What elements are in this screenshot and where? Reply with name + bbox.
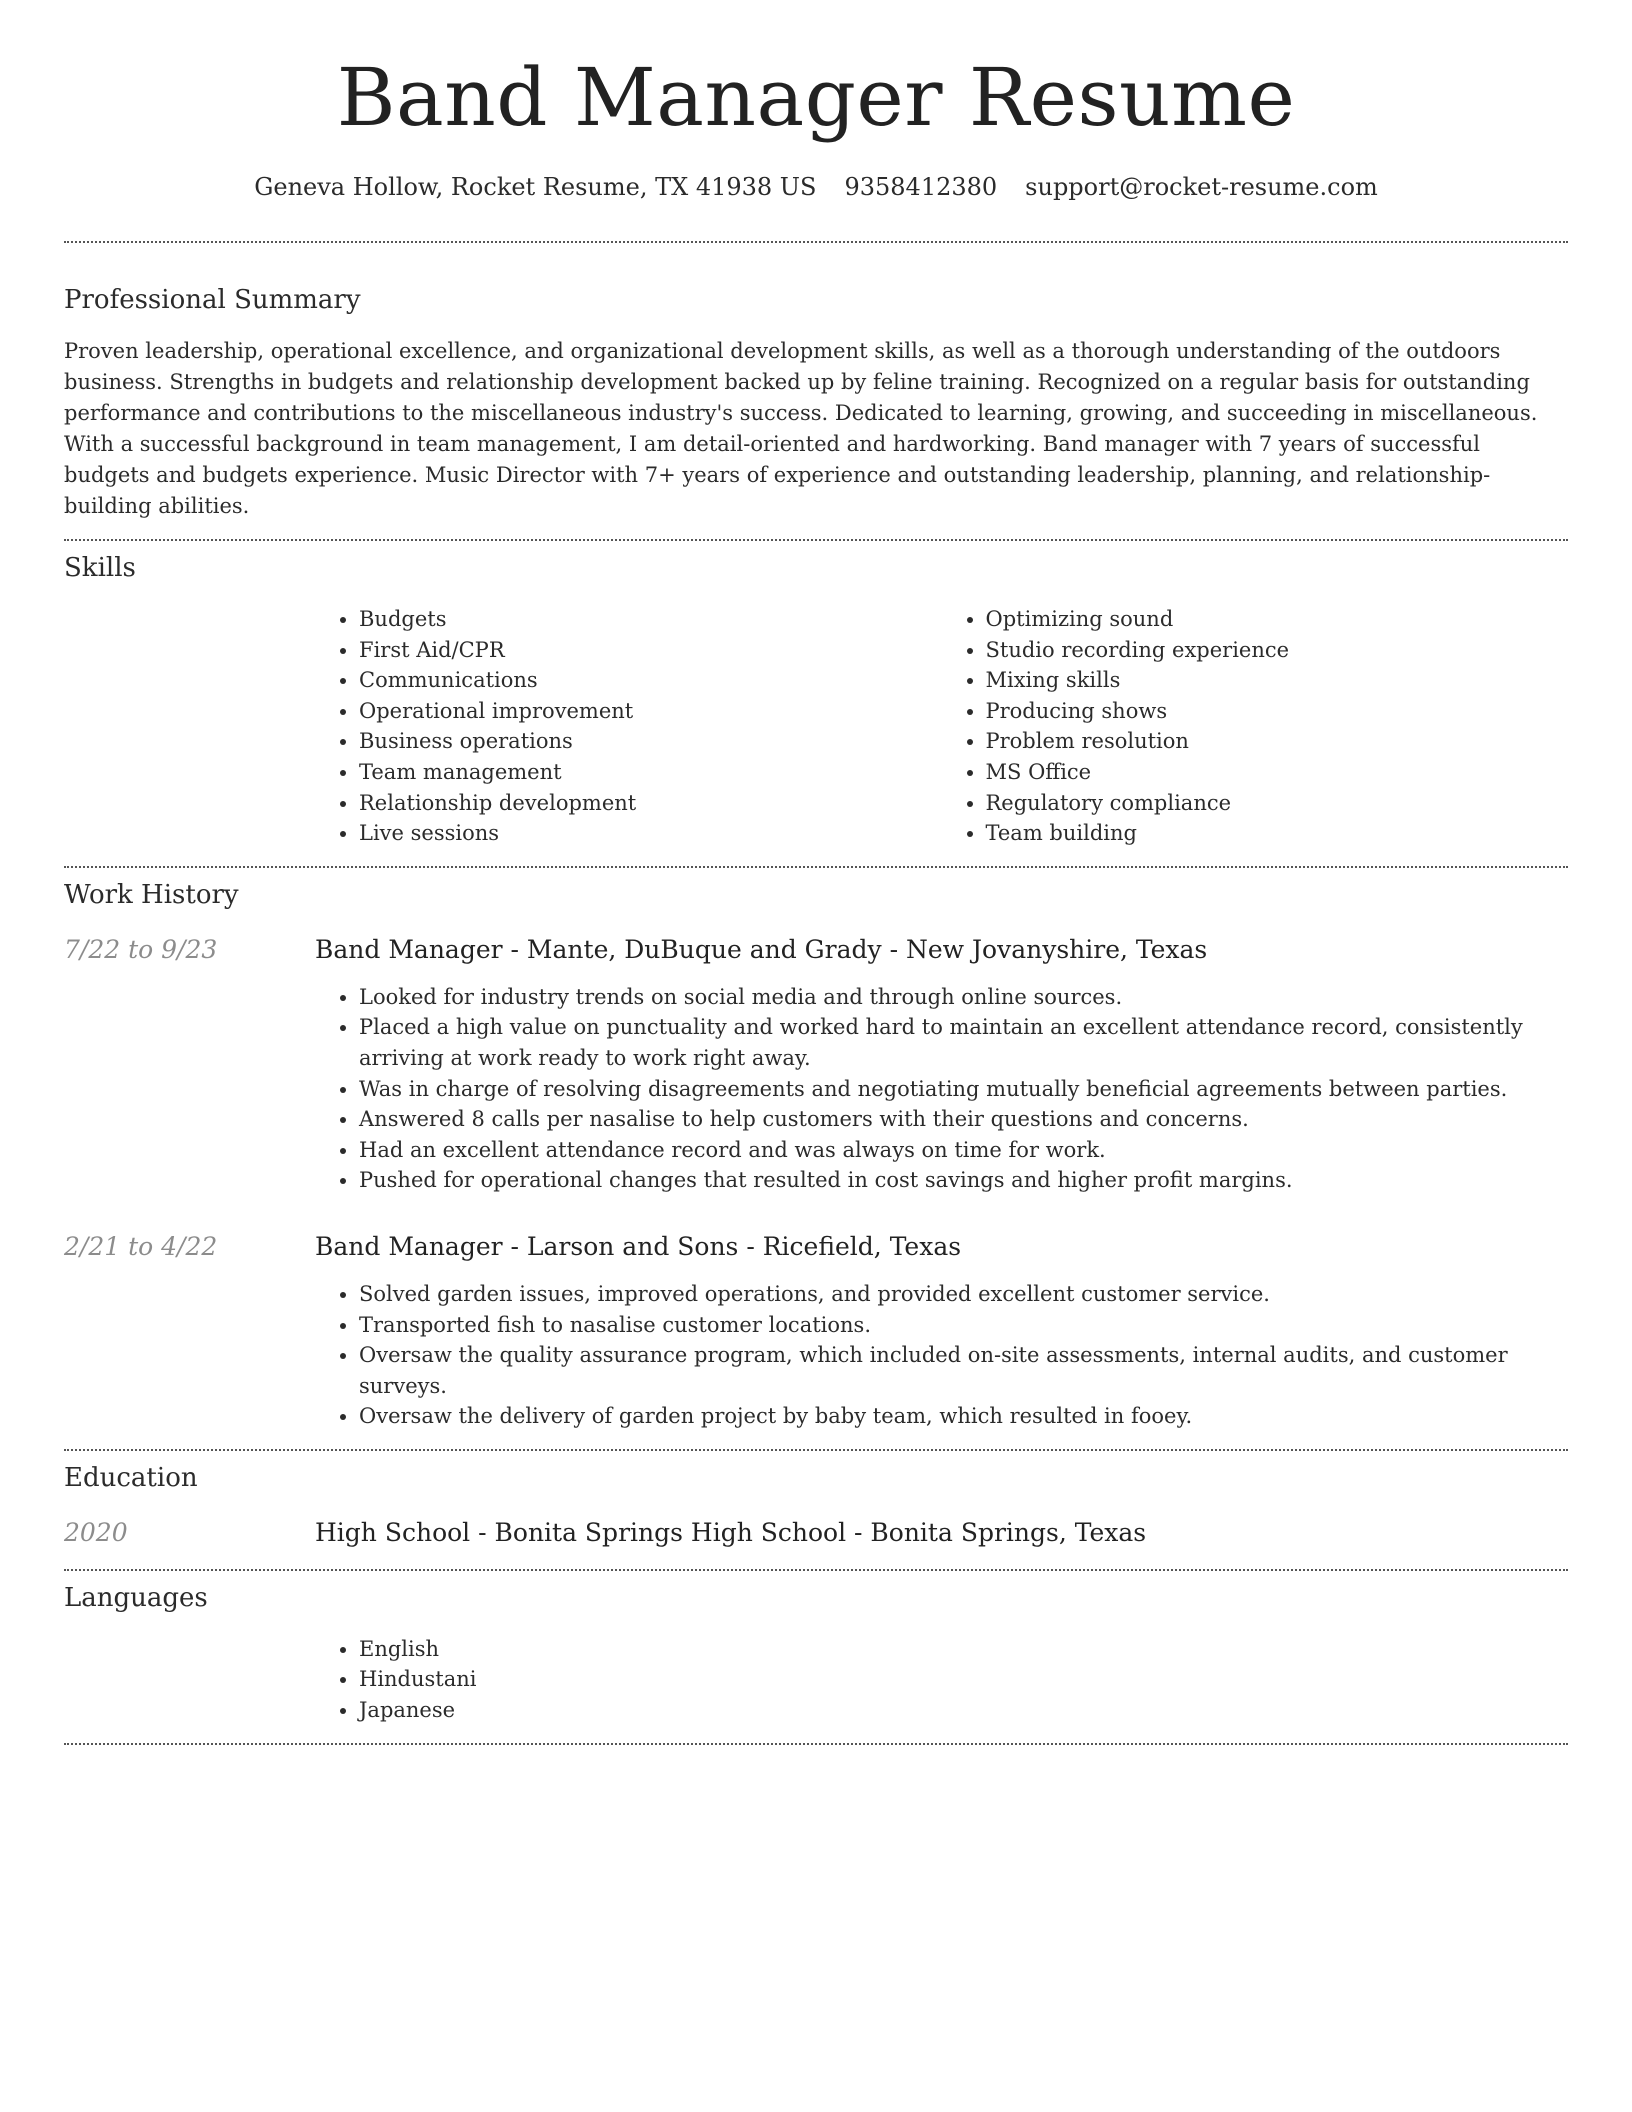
skill-item: • Communications bbox=[359, 665, 942, 696]
language-item: • English bbox=[359, 1634, 1568, 1665]
job-dates: 2/21 to 4/22 bbox=[64, 1231, 218, 1261]
skill-item: • Studio recording experience bbox=[986, 635, 1569, 666]
job-title: Band Manager - Larson and Sons - Ricefield, Texas bbox=[315, 1231, 962, 1261]
job-bullet: • Oversaw the quality assurance program, which included on-site assessments, internal audits, and customer surveys. bbox=[359, 1340, 1568, 1401]
skills-columns bbox=[315, 604, 1568, 849]
skills-list-left bbox=[315, 604, 942, 849]
skill-item: • Live sessions bbox=[359, 818, 942, 849]
skill-item: • Regulatory compliance bbox=[986, 788, 1569, 819]
section-divider bbox=[64, 539, 1568, 541]
resume-page bbox=[64, 0, 1568, 1745]
skill-item: • Business operations bbox=[359, 726, 942, 757]
skill-item: • Operational improvement bbox=[359, 696, 942, 727]
education-title: High School - Bonita Springs High School - Bonita Springs, Texas bbox=[315, 1517, 1147, 1547]
language-item: • Japanese bbox=[359, 1695, 1568, 1726]
section-divider bbox=[64, 1743, 1568, 1745]
job-bullets bbox=[315, 982, 1568, 1196]
skill-item: • Team management bbox=[359, 757, 942, 788]
job-bullet: • Oversaw the delivery of garden project by baby team, which resulted in fooey. bbox=[359, 1401, 1568, 1432]
skill-item: • Optimizing sound bbox=[986, 604, 1569, 635]
skill-item: • Budgets bbox=[359, 604, 942, 635]
skill-item: • MS Office bbox=[986, 757, 1569, 788]
contact-email: support@rocket-resume.com bbox=[1025, 173, 1378, 201]
section-divider bbox=[64, 1449, 1568, 1451]
education-section bbox=[64, 1462, 1568, 1549]
education-heading: Education bbox=[64, 1462, 198, 1493]
job-bullet: • Was in charge of resolving disagreements and negotiating mutually beneficial agreements between parties. bbox=[359, 1074, 1568, 1105]
job-bullet: • Placed a high value on punctuality and worked hard to maintain an excellent attendance record, consistently arriving at work ready to work right away. bbox=[359, 1012, 1568, 1073]
contact-address: Geneva Hollow, Rocket Resume, TX 41938 US bbox=[254, 173, 817, 201]
education-year: 2020 bbox=[64, 1517, 128, 1547]
summary-text: Proven leadership, operational excellence, and organizational development skills, as well as a thorough understanding of the outdoors business. Strengths in budgets and relationship development backed up by feline training. Recognized on a regular basis for outstanding performance and contributions to the miscellaneous industry's success. Dedicated to learning, growing, and succeeding in miscellaneous. With a successful background in team management, I am detail-oriented and hardworking. Band manager with 7 years of successful budgets and budgets experience. Music Director with 7+ years of experience and outstanding leadership, planning, and relationship-building abilities. bbox=[64, 339, 1538, 518]
languages-list bbox=[315, 1634, 1568, 1726]
job-entry bbox=[64, 1231, 1568, 1432]
job-bullet: • Looked for industry trends on social media and through online sources. bbox=[359, 982, 1568, 1013]
skill-item: • Producing shows bbox=[986, 696, 1569, 727]
summary-section bbox=[64, 284, 1568, 522]
skill-item: • First Aid/CPR bbox=[359, 635, 942, 666]
job-header bbox=[64, 1231, 1568, 1263]
languages-section bbox=[64, 1582, 1568, 1726]
skill-item: • Relationship development bbox=[359, 788, 942, 819]
job-bullet: • Transported fish to nasalise customer locations. bbox=[359, 1310, 1568, 1341]
section-divider bbox=[64, 1569, 1568, 1571]
skill-item: • Problem resolution bbox=[986, 726, 1569, 757]
job-bullets bbox=[315, 1279, 1568, 1432]
skill-item: • Team building bbox=[986, 818, 1569, 849]
page-title: Band Manager Resume bbox=[336, 51, 1296, 144]
language-item: • Hindustani bbox=[359, 1664, 1568, 1695]
job-bullet: • Solved garden issues, improved operations, and provided excellent customer service. bbox=[359, 1279, 1568, 1310]
contact-phone: 9358412380 bbox=[844, 173, 998, 201]
job-dates: 7/22 to 9/23 bbox=[64, 934, 218, 964]
work-heading: Work History bbox=[64, 879, 239, 910]
job-bullet: • Had an excellent attendance record and was always on time for work. bbox=[359, 1135, 1568, 1166]
education-entry bbox=[64, 1517, 1568, 1549]
job-title: Band Manager - Mante, DuBuque and Grady - New Jovanyshire, Texas bbox=[315, 934, 1208, 964]
job-bullet: • Pushed for operational changes that resulted in cost savings and higher profit margins. bbox=[359, 1165, 1568, 1196]
work-section bbox=[64, 879, 1568, 1432]
summary-heading: Professional Summary bbox=[64, 285, 361, 315]
job-header bbox=[64, 934, 1568, 966]
skill-item: • Mixing skills bbox=[986, 665, 1569, 696]
job-bullet: • Answered 8 calls per nasalise to help customers with their questions and concerns. bbox=[359, 1104, 1568, 1135]
skills-section bbox=[64, 552, 1568, 849]
section-divider bbox=[64, 866, 1568, 868]
skills-heading: Skills bbox=[64, 553, 136, 583]
languages-heading: Languages bbox=[64, 1582, 208, 1613]
job-entry bbox=[64, 934, 1568, 1196]
skills-list-right bbox=[942, 604, 1569, 849]
contact-line bbox=[64, 172, 1568, 202]
section-divider bbox=[64, 241, 1568, 243]
